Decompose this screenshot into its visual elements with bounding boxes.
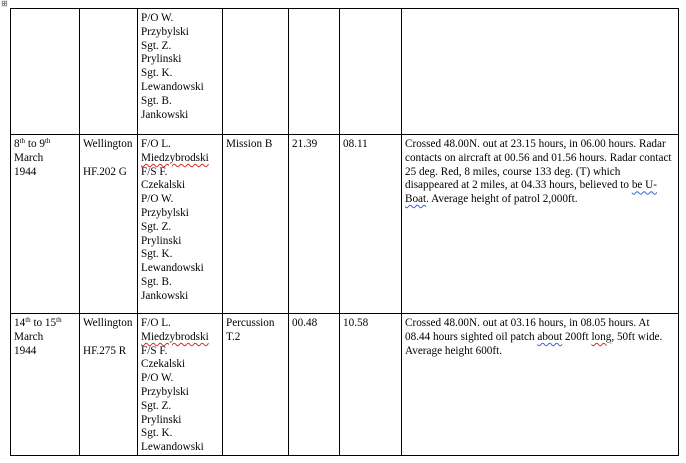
crew-line: Jankowski	[141, 289, 189, 302]
crew-line: Sgt. Z.	[141, 399, 172, 412]
mission-name: Percussion	[226, 317, 275, 329]
aircraft-serial: HF.202 G	[83, 165, 127, 178]
date-year: 1944	[14, 344, 37, 357]
table-row	[11, 135, 679, 314]
crew-line: Lewandowski	[141, 262, 204, 275]
time-in-cell	[340, 314, 402, 456]
crew-line: Przybylski	[141, 25, 189, 38]
time-out: 21.39	[292, 138, 318, 150]
crew-cell	[138, 9, 223, 135]
crew-line: F/S F.	[141, 344, 168, 357]
crew-line: Jankowski	[141, 108, 189, 121]
time-out-cell	[289, 314, 340, 456]
time-out: 00.48	[292, 317, 318, 329]
table-row	[11, 314, 679, 456]
crew-line: Lewandowski	[141, 441, 204, 454]
remarks-cell	[402, 314, 679, 456]
time-out-cell	[289, 9, 340, 135]
date-cell	[11, 314, 80, 456]
mission-code: T.2	[226, 330, 241, 343]
operations-log-table	[10, 8, 679, 456]
aircraft-cell	[80, 314, 138, 456]
crew-line: P/O W.	[141, 372, 174, 385]
crew-line: F/S F.	[141, 165, 168, 178]
aircraft-serial: HF.275 R	[83, 344, 127, 357]
crew-line: Prylinski	[141, 53, 182, 66]
crew-line: P/O W.	[141, 12, 174, 24]
table-move-handle-icon[interactable]: ⊞	[1, 0, 8, 8]
crew-line: Miedzybrodski	[141, 151, 209, 164]
crew-cell	[138, 135, 223, 314]
crew-line: F/O L.	[141, 317, 171, 329]
date-month: March	[14, 151, 44, 164]
remarks-cell	[402, 135, 679, 314]
aircraft-cell	[80, 9, 138, 135]
aircraft-type: Wellington	[83, 317, 133, 329]
crew-line: Sgt. Z.	[141, 39, 172, 52]
table-row	[11, 9, 679, 135]
crew-cell	[138, 314, 223, 456]
mission-name: Mission B	[226, 138, 273, 150]
crew-line: Prylinski	[141, 234, 182, 247]
crew-line: Sgt. K.	[141, 248, 173, 261]
crew-line: Przybylski	[141, 385, 189, 398]
remarks-cell	[402, 9, 679, 135]
time-in-cell	[340, 9, 402, 135]
date-cell	[11, 135, 80, 314]
aircraft-type: Wellington	[83, 138, 133, 150]
date-range: 8th to 9th	[14, 137, 51, 150]
aircraft-cell	[80, 135, 138, 314]
crew-line: Sgt. Z.	[141, 220, 172, 233]
date-cell	[11, 9, 80, 135]
mission-cell	[223, 135, 289, 314]
crew-line: Lewandowski	[141, 80, 204, 93]
time-in: 08.11	[343, 138, 368, 150]
time-in-cell	[340, 135, 402, 314]
mission-cell	[223, 314, 289, 456]
crew-line: Prylinski	[141, 413, 182, 426]
date-month: March	[14, 330, 44, 343]
date-range: 14th to 15th	[14, 316, 62, 329]
crew-line: Sgt. K.	[141, 67, 173, 80]
remarks-text: Crossed 48.00N. out at 23.15 hours, in 06.00 hours. Radar contacts on aircraft at 00.56 and 01.56 hours. Radar contact 25 deg. Red, 8 miles, course 133 deg. (T) which disappeared at 2 miles, at 04.33 hours, believed to be U-Boat. Average height of patrol 2,000ft.	[405, 138, 672, 206]
remarks-text: Crossed 48.00N. out at 03.16 hours, in 08.05 hours. At 08.44 hours sighted oil patch about 200ft long, 50ft wide. Average height 600ft.	[405, 317, 663, 357]
crew-line: Sgt. B.	[141, 94, 172, 107]
crew-line: Sgt. K.	[141, 427, 173, 440]
crew-line: Przybylski	[141, 206, 189, 219]
crew-line: Czekalski	[141, 358, 186, 371]
mission-cell	[223, 9, 289, 135]
time-in: 10.58	[343, 317, 369, 329]
date-year: 1944	[14, 165, 37, 178]
time-out-cell	[289, 135, 340, 314]
crew-line: Sgt. B.	[141, 275, 172, 288]
crew-line: Czekalski	[141, 179, 186, 192]
crew-line: F/O L.	[141, 138, 171, 150]
crew-line: Miedzybrodski	[141, 330, 209, 343]
crew-line: P/O W.	[141, 193, 174, 206]
